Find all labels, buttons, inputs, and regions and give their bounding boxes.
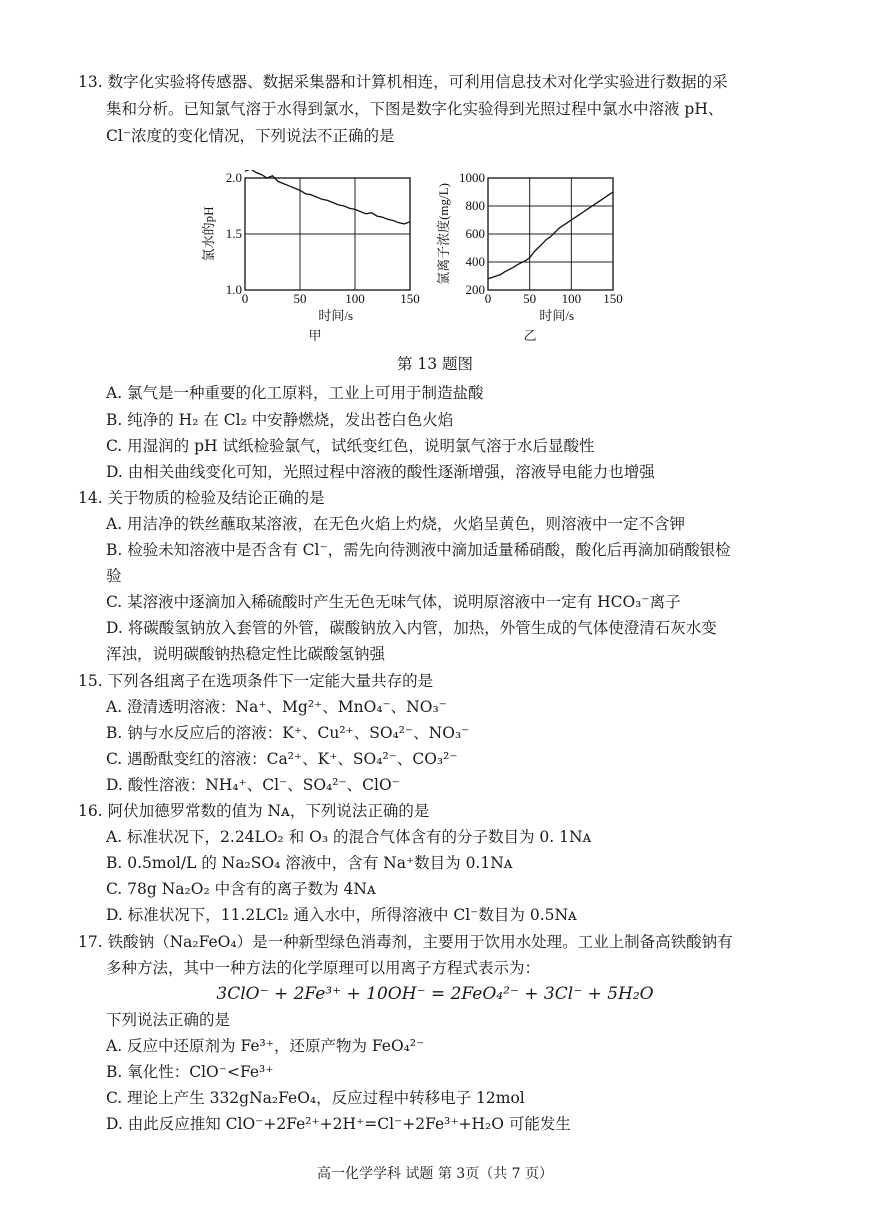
line-q16: 16. 阿伏加德罗常数的值为 Nᴀ，下列说法正确的是 bbox=[78, 802, 430, 820]
line-q13-c: C. 用湿润的 pH 试纸检验氯气，试纸变红色，说明氯气溶于水后显酸性 bbox=[106, 437, 595, 455]
line-q17-b: B. 氧化性：ClO⁻<Fe³⁺ bbox=[106, 1063, 274, 1081]
chart-chloride bbox=[430, 170, 630, 350]
y-tick-label: 600 bbox=[465, 226, 485, 241]
line-q14-d1: D. 将碳酸氢钠放入套管的外管，碳酸钠放入内管，加热，外管生成的气体使澄清石灰水变 bbox=[106, 619, 717, 637]
line-q13-b: B. 纯净的 H₂ 在 Cl₂ 中安静燃烧，发出苍白色火焰 bbox=[106, 411, 454, 429]
x-tick-label: 0 bbox=[484, 291, 492, 306]
y-tick-label: 2.0 bbox=[225, 170, 242, 185]
y-tick-label: 400 bbox=[465, 254, 485, 269]
line-q15-d: D. 酸性溶液：NH₄⁺、Cl⁻、SO₄²⁻、ClO⁻ bbox=[106, 776, 400, 794]
line-q17-a: A. 反应中还原剂为 Fe³⁺，还原产物为 FeO₄²⁻ bbox=[106, 1037, 425, 1055]
line-q15-b: B. 钠与水反应后的溶液：K⁺、Cu²⁺、SO₄²⁻、NO₃⁻ bbox=[106, 724, 470, 742]
y-axis-label: 氯离子浓度(mg/L) bbox=[436, 183, 451, 285]
line-q14-a: A. 用洁净的铁丝蘸取某溶液，在无色火焰上灼烧，火焰呈黄色，则溶液中一定不含钾 bbox=[106, 515, 686, 533]
panel-label: 乙 bbox=[523, 328, 537, 343]
chart-ph bbox=[200, 170, 430, 350]
line-q16-d: D. 标准状况下，11.2LCl₂ 通入水中，所得溶液中 Cl⁻数目为 0.5Nᴀ bbox=[106, 906, 577, 924]
y-tick-label: 800 bbox=[465, 198, 485, 213]
y-tick-label: 1000 bbox=[459, 170, 485, 185]
line-q17-2: 多种方法，其中一种方法的化学原理可以用离子方程式表示为： bbox=[106, 959, 541, 977]
line-q14-c: C. 某溶液中逐滴加入稀硫酸时产生无色无味气体，说明原溶液中一定有 HCO₃⁻离子 bbox=[106, 593, 681, 611]
line-q17-3: 下列说法正确的是 bbox=[106, 1011, 231, 1029]
line-q16-c: C. 78g Na₂O₂ 中含有的离子数为 4Nᴀ bbox=[106, 880, 376, 898]
panel-label: 甲 bbox=[308, 328, 322, 343]
line-q17-1: 17. 铁酸钠（Na₂FeO₄）是一种新型绿色消毒剂，主要用于饮用水处理。工业上制备高铁酸钠有 bbox=[78, 933, 733, 951]
line-q17-c: C. 理论上产生 332gNa₂FeO₄，反应过程中转移电子 12mol bbox=[106, 1089, 525, 1107]
x-axis-label: 时间/s bbox=[539, 308, 575, 323]
line-q15-c: C. 遇酚酞变红的溶液：Ca²⁺、K⁺、SO₄²⁻、CO₃²⁻ bbox=[106, 750, 458, 768]
x-tick-label: 150 bbox=[603, 291, 623, 306]
line-q16-a: A. 标准状况下，2.24LO₂ 和 O₃ 的混合气体含有的分子数目为 0. 1Nᴀ bbox=[106, 828, 592, 846]
page-footer: 高一化学学科 试题 第 3页（共 7 页） bbox=[316, 1166, 554, 1182]
data-curve bbox=[488, 192, 613, 279]
y-axis-label: 氯水的pH bbox=[201, 206, 216, 262]
x-tick-label: 100 bbox=[345, 291, 365, 306]
y-tick-label: 1.0 bbox=[225, 282, 242, 297]
line-q13-d: D. 由相关曲线变化可知，光照过程中溶液的酸性逐渐增强，溶液导电能力也增强 bbox=[106, 463, 655, 481]
line-q13-a: A. 氯气是一种重要的化工原料，工业上可用于制造盐酸 bbox=[106, 384, 484, 402]
line-q13-2: 集和分析。已知氯气溶于水得到氯水，下图是数字化实验得到光照过程中氯水中溶液 pH、 bbox=[106, 100, 724, 118]
x-tick-label: 100 bbox=[561, 291, 582, 306]
y-tick-label: 200 bbox=[465, 282, 485, 297]
line-q15: 15. 下列各组离子在选项条件下一定能大量共存的是 bbox=[78, 672, 434, 690]
x-tick-label: 0 bbox=[241, 291, 249, 306]
line-q17-d: D. 由此反应推知 ClO⁻+2Fe²⁺+2H⁺=Cl⁻+2Fe³⁺+H₂O 可能发生 bbox=[106, 1115, 571, 1133]
line-q14: 14. 关于物质的检验及结论正确的是 bbox=[78, 489, 325, 507]
x-tick-label: 150 bbox=[400, 291, 420, 306]
figure-caption: 第 13 题图 bbox=[396, 355, 474, 373]
line-q13-1: 13. 数字化实验将传感器、数据采集器和计算机相连，可利用信息技术对化学实验进行数据的采 bbox=[78, 73, 728, 91]
x-tick-label: 50 bbox=[293, 291, 307, 306]
x-tick-label: 50 bbox=[523, 291, 537, 306]
line-q16-b: B. 0.5mol/L 的 Na₂SO₄ 溶液中，含有 Na⁺数目为 0.1Nᴀ bbox=[106, 854, 513, 872]
line-q14-d2: 浑浊，说明碳酸钠热稳定性比碳酸氢钠强 bbox=[106, 645, 386, 663]
line-q15-a: A. 澄清透明溶液：Na⁺、Mg²⁺、MnO₄⁻、NO₃⁻ bbox=[106, 698, 447, 716]
ionic-equation: 3ClO⁻ + 2Fe³⁺ + 10OH⁻ = 2FeO₄²⁻ + 3Cl⁻ + 5H₂O bbox=[216, 984, 654, 1004]
line-q14-b1: B. 检验未知溶液中是否含有 Cl⁻，需先向待测液中滴加适量稀硝酸，酸化后再滴加硝酸银检 bbox=[106, 541, 731, 559]
y-tick-label: 1.5 bbox=[225, 226, 242, 241]
line-q13-3: Cl⁻浓度的变化情况，下列说法不正确的是 bbox=[106, 127, 395, 145]
line-q14-b2: 验 bbox=[106, 567, 122, 585]
x-axis-label: 时间/s bbox=[318, 308, 354, 323]
